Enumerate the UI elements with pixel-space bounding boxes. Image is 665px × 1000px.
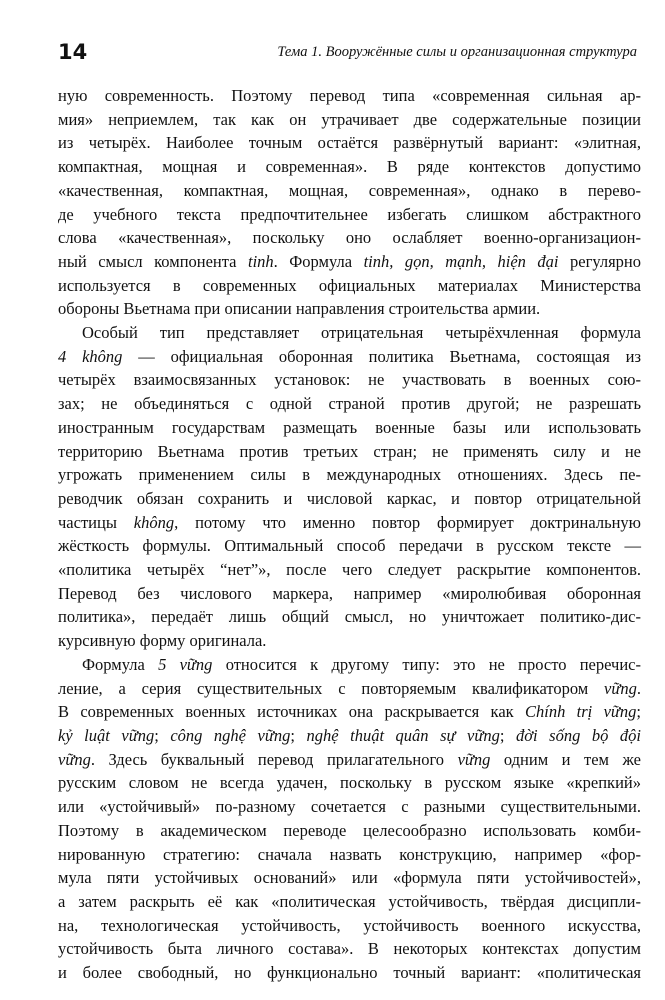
text-run: зах; не объединяться с одной страной против другой; не разрешать	[58, 394, 641, 414]
paragraph	[58, 321, 641, 653]
text-run: относится к другому типу: это не просто перечис-	[212, 654, 641, 674]
text-run: используется в современных официальных материалах Министерства	[58, 275, 641, 295]
italic-term: tinh, gọn, mạnh, hiện đại	[363, 251, 559, 271]
text-line	[58, 605, 641, 629]
text-run: территорию Вьетнама против третьих стран; не применять силу и не	[58, 441, 641, 461]
text-run: . Формула	[273, 251, 364, 271]
text-run: а затем раскрыть её как «политическая устойчивость, твёрдая дисципли-	[58, 891, 641, 911]
text-line	[58, 914, 641, 938]
text-run: Особый тип представляет отрицательная четырёхчленная формула	[82, 323, 641, 343]
text-line	[58, 203, 641, 227]
italic-term: kỷ luật vững	[58, 725, 155, 745]
text-line	[58, 748, 641, 772]
text-run: и более свободный, но функционально точный вариант: «политическая	[58, 963, 641, 983]
text-run: или «устойчивый» по-разному сочетается с разными существительными.	[58, 797, 641, 817]
text-run: де учебного текста предпочтительнее избегать слишком абстрактного	[58, 204, 641, 224]
text-run: слова «качественная», поскольку оно ослабляет военно-организацион-	[58, 228, 641, 248]
text-run: иностранным государствам размещать военные базы или использовать	[58, 417, 641, 437]
text-line	[58, 345, 641, 369]
text-run: ;	[290, 725, 307, 745]
text-run: Перевод без числового маркера, например «миролюбивая оборонная	[58, 583, 641, 603]
text-run: нированную стратегию: сначала назвать конструкцию, например «фор-	[58, 844, 641, 864]
text-run: В современных военных источниках она раскрывается как	[58, 702, 525, 722]
text-run: «политика четырёх “нет”», после чего следует раскрытие компонентов.	[58, 560, 641, 580]
text-run: политика», передаёт лишь общий смысл, но уничтожает политико-дис-	[58, 607, 641, 627]
text-run: русским словом не всегда удачен, поскольку в русском языке «крепкий»	[58, 773, 641, 793]
text-run: ную современность. Поэтому перевод типа «современная сильная ар-	[58, 86, 641, 105]
text-line	[58, 629, 641, 653]
text-line	[58, 961, 641, 985]
body-text	[58, 84, 641, 985]
text-line	[58, 677, 641, 701]
text-run: «качественная, компактная, мощная, современная», однако в перево-	[58, 180, 641, 200]
text-line	[58, 771, 641, 795]
text-line	[58, 653, 641, 677]
text-run: угрожать применением силы в международных отношениях. Здесь пе-	[58, 465, 641, 485]
text-line	[58, 511, 641, 535]
text-line	[58, 297, 641, 321]
text-run: из четырёх. Наиболее точным остаётся развёрнутый вариант: «элитная,	[58, 133, 641, 153]
text-line	[58, 890, 641, 914]
text-run: компактная, мощная и современная». В ряде контекстов допустимо	[58, 157, 641, 177]
text-run: обороны Вьетнама при описании направления строительства армии.	[58, 299, 541, 319]
text-run: частицы	[58, 512, 134, 532]
italic-term: không	[133, 512, 175, 532]
text-run: . Здесь буквальный перевод прилагательного	[90, 749, 458, 769]
text-line	[58, 131, 641, 155]
text-run: четырёх взаимосвязанных установок: не участвовать в военных сою-	[58, 370, 641, 390]
text-run: ление, а серия существительных с повторяемым квалификатором	[58, 678, 605, 698]
italic-term: vững	[457, 749, 491, 769]
italic-term: đời sống bộ đội	[516, 725, 641, 745]
text-line	[58, 392, 641, 416]
text-line	[58, 321, 641, 345]
text-line	[58, 866, 641, 890]
italic-term: vững	[604, 678, 637, 698]
text-run: одним и тем же	[490, 749, 641, 769]
italic-term: tinh	[247, 251, 274, 271]
text-line	[58, 84, 641, 108]
paragraph	[58, 84, 641, 321]
text-run: .	[636, 678, 641, 698]
text-line	[58, 937, 641, 961]
text-run: Поэтому в академическом переводе целесообразно использовать комби-	[58, 820, 641, 840]
text-line	[58, 843, 641, 867]
text-line	[58, 155, 641, 179]
text-run: жёсткость формулы. Оптимальный способ передачи в русском тексте —	[58, 536, 641, 556]
text-run: — официальная оборонная политика Вьетнама, состоящая из	[122, 346, 642, 366]
text-line	[58, 582, 641, 606]
text-run: мула пяти устойчивых оснований» или «формула пяти устойчивостей»,	[58, 868, 641, 888]
text-line	[58, 274, 641, 298]
text-line	[58, 416, 641, 440]
italic-term: công nghệ vững	[170, 725, 291, 745]
text-line	[58, 724, 641, 748]
text-run: ;	[499, 725, 516, 745]
text-run: на, технологическая устойчивость, устойчивость военного искусства,	[58, 915, 641, 935]
text-run: ;	[636, 702, 641, 722]
running-head: Тема 1. Вооружённые силы и организационная структура	[277, 44, 637, 60]
italic-term: Chính trị vững	[525, 702, 637, 722]
text-run: регулярно	[558, 251, 642, 271]
text-line	[58, 440, 641, 464]
text-line	[58, 250, 641, 274]
text-line	[58, 558, 641, 582]
text-run: реводчик обязан сохранить и числовой каркас, и повтор отрицательной	[58, 488, 641, 508]
italic-term: nghệ thuật quân sự vững	[306, 725, 500, 745]
text-line	[58, 463, 641, 487]
text-line	[58, 819, 641, 843]
page-number: 14	[58, 40, 88, 64]
text-line	[58, 534, 641, 558]
text-line	[58, 795, 641, 819]
text-line	[58, 226, 641, 250]
text-run: курсивную форму оригинала.	[58, 631, 267, 651]
paragraph	[58, 653, 641, 985]
italic-term: 4 không	[58, 346, 123, 366]
text-line	[58, 487, 641, 511]
text-run: , потому что именно повтор формирует доктринальную	[174, 512, 642, 532]
text-line	[58, 368, 641, 392]
italic-term: 5 vững	[158, 654, 213, 674]
text-run: устойчивость быта личного состава». В некоторых контекстах допустим	[58, 939, 641, 959]
text-run: ;	[154, 725, 171, 745]
text-run: мия» неприемлем, так как он утрачивает две содержательные позиции	[58, 109, 641, 129]
text-line	[58, 179, 641, 203]
text-run: ный смысл компонента	[58, 251, 248, 271]
text-line	[58, 108, 641, 132]
text-run: Формула	[82, 654, 159, 674]
text-line	[58, 700, 641, 724]
italic-term: vững	[58, 749, 91, 769]
